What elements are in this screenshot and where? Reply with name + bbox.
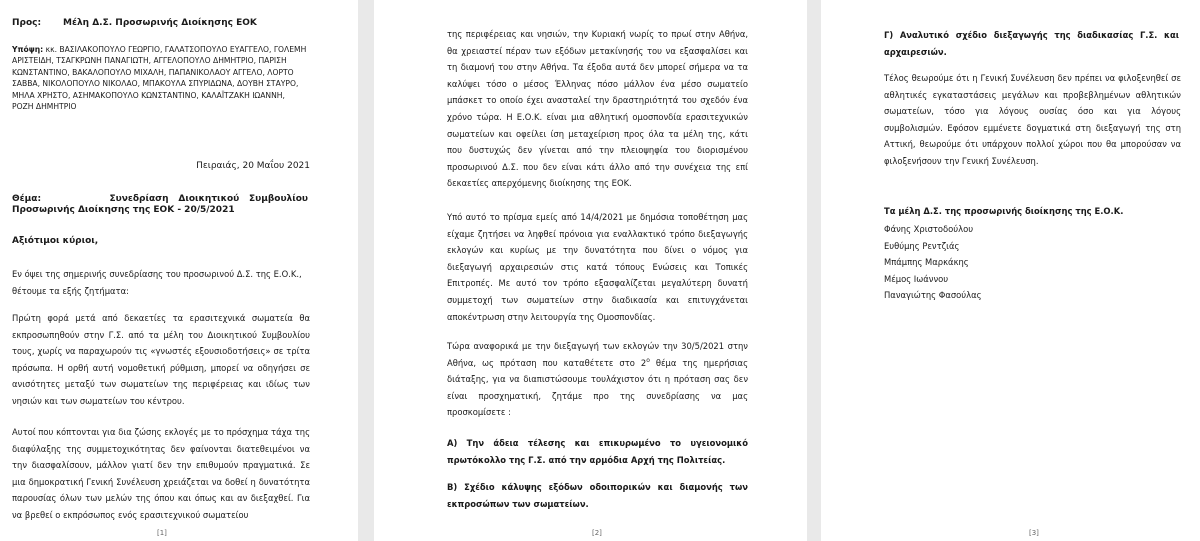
signatory-name: Ευθύμης Ρεντζιάς: [884, 240, 960, 251]
document-date: Πειραιάς, 20 Μαΐου 2021: [196, 161, 310, 171]
signatory-name: Μέμος Ιωάννου: [884, 273, 949, 284]
recipient-text: Μέλη Δ.Σ. Προσωρινής Διοίκησης ΕΟΚ: [63, 18, 257, 28]
paragraph-election-request-part2: θέμα της ημερήσιας διάταξης, για να διαπιστώσουμε τουλάχιστον ότι η πρόταση σας δεν είναι προσχηματική, ζητάμε προ της συνεδρίασης να μας προσκομίσετε :: [447, 357, 748, 418]
signatory-list: [884, 221, 1084, 304]
cc-text: κκ. ΒΑΣΙΛΑΚΟΠΟΥΛΟ ΓΕΩΡΓΙΟ, ΓΑΛΑΤΣΟΠΟΥΛΟ ΕΥΑΓΓΕΛΟ, ΓΟΛΕΜΗ ΑΡΙΣΤΕΙΔΗ, ΤΣΑΓΚΡΩΝΗ ΠΑΝΑΓΙΩΤΗ, ΑΓΓΕΛΟΠΟΥΛΟ ΔΗΜΗΤΡΙΟ, ΠΑΡΙΣΗ ΚΩΝΣΤΑΝΤΙΝΟ, ΒΑΚΑΛΟΠΟΥΛΟ ΜΙΧΑΛΗ, ΠΑΠΑΝΙΚΟΛΑΟΥ ΑΓΓΕΛΟ, ΛΟΡΤΟ ΣΑΒΒΑ, ΝΙΚΟΛΟΠΟΥΛΟ ΝΙΚΟΛΑΟ, ΜΠΑΚΟΥΛΑ ΣΠΥΡΙΔΩΝΑ, ΔΟΥΒΗ ΣΤΑΥΡΟ, ΜΗΛΑ ΧΡΗΣΤΟ, ΑΣΗΜΑΚΟΠΟΥΛΟ ΚΩΝΣΤΑΝΤΙΝΟ, ΚΑΛΑΪΤΖΑΚΗ ΙΩΑΝΝΗ, ΡΟΖΗ ΔΗΜΗΤΡΙΟ: [12, 45, 307, 112]
paragraph-venue: Τέλος θεωρούμε ότι η Γενική Συνέλευση δεν πρέπει να φιλοξενηθεί σε αθλητικές εγκαταστάσεις μεγάλων και προβεβλημένων αθλητικών σωματείων, τόσο για λόγους ουσίας όσο και για λόγους συμβολισμών. Εφόσον εμμένετε δογματικά στη διεξαγωγή της στη Αττική, θεωρούμε ότι υπάρχουν πολλοί χώροι που θα μπορούσαν να φιλοξενήσουν την Γενική Συνέλευση.: [884, 73, 1181, 166]
paragraph-travel-costs: της περιφέρειας και νησιών, την Κυριακή νωρίς το πρωί στην Αθήνα, θα χρειαστεί πέραν των εξόδων μετακίνησής του να εξασφαλίσει και τη διαμονή του στην Αθήνα. Τα έξοδα αυτά δεν μπορεί σήμερα να τα καλύψει τόσο ο μέσος Έλληνας πόσο μάλλον ένα μέσο σωματείο μπάσκετ το οποίο έχει ανασταλεί την δραστηριότητά του σχεδόν ένα χρόνο τώρα. Η Ε.Ο.Κ. είναι μια αθλητική ομοσπονδία ερασιτεχνικών σωματείων και οφείλει ίση μεταχείριση προς όλα τα μέλη της, κάτι που δυστυχώς δεν γίνεται από την πλειοψηφία του διορισμένου προσωρινού Δ.Σ. που δεν είναι κάτι άλλο από την συνέχεια της επί δεκαετίες απερχόμενης διοίκησης της ΕΟΚ.: [447, 29, 748, 189]
document-page-2: [374, 0, 807, 541]
to-label: Προς:: [12, 18, 42, 28]
page-number: [1]: [157, 529, 167, 537]
greeting: Αξιότιμοι κύριοι,: [12, 236, 99, 246]
subject-block: [12, 194, 308, 216]
signatory-name: Μπάμπης Μαρκάκης: [884, 257, 969, 268]
paragraph-public-position: Υπό αυτό το πρίσμα εμείς από 14/4/2021 με δημόσια τοποθέτηση μας είχαμε ζητήσει να ληφθεί πρόνοια για εναλλακτικό τρόπο διεξαγωγής εκλογών και κυρίως με την δυνατότητα που δίνει ο νόμος για διεξαγωγή αρχαιρεσιών στις κατά τόπους Ενώσεις και Τοπικές Επιτροπές. Με αυτό τον τρόπο εξασφαλίζεται μεγαλύτερη δυνατή συμμετοχή των σωματείων στην διαδικασία και επιτυγχάνεται αποκέντρωση στην λειτουργία της Ομοσπονδίας.: [447, 212, 748, 322]
page-number: [3]: [1029, 529, 1039, 537]
subject-label: Θέμα:: [12, 194, 42, 204]
request-item-a: Α) Την άδεια τέλεσης και επικυρωμένο το υγειονομικό πρωτόκολλο της Γ.Σ. από την αρμόδια Αρχή της Πολιτείας.: [447, 438, 748, 465]
paragraph-election-request-part1: Τώρα αναφορικά με την διεξαγωγή των εκλογών την 30/5/2021 στην Αθήνα, ως πρόταση που καταθέτετε στο 2: [447, 341, 748, 368]
paragraph-in-person-elections: Αυτοί που κόπτονται για δια ζώσης εκλογές με το πρόσχημα τάχα της διαφύλαξης της συμμετοχικότητας δεν φαίνονται διατεθειμένοι να την διασφαλίσουν, μάλλον γιατί δεν την επιθυμούν πραγματικά. Σε μια δημοκρατική Γενική Συνέλευση χρειάζεται να δοθεί η δυνατότητα παρουσίας όλων των μελών της όπου και όπως και αν διεξαχθεί. Για να βρεθεί ο εκπρόσωπος ενός ερασιτεχνικού σωματείου: [12, 427, 310, 520]
page-number: [2]: [592, 529, 602, 537]
ordinal-superscript: ο: [646, 356, 650, 364]
paragraph-intro: Εν όψει της σημερινής συνεδρίασης του προσωρινού Δ.Σ. της Ε.Ο.Κ., θέτουμε τα εξής ζητήματα:: [12, 269, 302, 296]
signature-heading: Τα μέλη Δ.Σ. της προσωρινής διοίκησης της Ε.Ο.Κ.: [884, 206, 1124, 216]
subject-text: Συνεδρίαση Διοικητικού Συμβουλίου Προσωρινής Διοίκησης της ΕΟΚ - 20/5/2021: [12, 194, 309, 215]
request-item-c: Γ) Αναλυτικό σχέδιο διεξαγωγής της διαδικασίας Γ.Σ. και αρχαιρεσιών.: [884, 30, 1179, 57]
document-page-1: [0, 0, 358, 541]
paragraph-election-request: [447, 338, 748, 421]
request-item-b: Β) Σχέδιο κάλυψης εξόδων οδοιπορικών και διαμονής των εκπροσώπων των σωματείων.: [447, 482, 748, 509]
signatory-name: Φάνης Χριστοδούλου: [884, 224, 974, 234]
cc-block: [12, 44, 308, 112]
cc-label: Υπόψη:: [12, 45, 44, 54]
paragraph-representation: Πρώτη φορά μετά από δεκαετίες τα ερασιτεχνικά σωματεία θα εκπροσωπηθούν στην Γ.Σ. από τα μέλη του Διοικητικού Συμβουλίου τους, χωρίς να παραχωρούν τις «γνωστές εξουσιοδοτήσεις» σε τρίτα πρόσωπα. Η ορθή αυτή νομοθετική ρύθμιση, μπορεί να οδηγήσει σε ανισότητες μεταξύ των σωματείων της περιφέρειας και ιδίως των νησιών και των σωματείων του κέντρου.: [12, 313, 310, 406]
signatory-name: Παναγιώτης Φασούλας: [884, 290, 982, 301]
document-page-3: [821, 0, 1200, 541]
